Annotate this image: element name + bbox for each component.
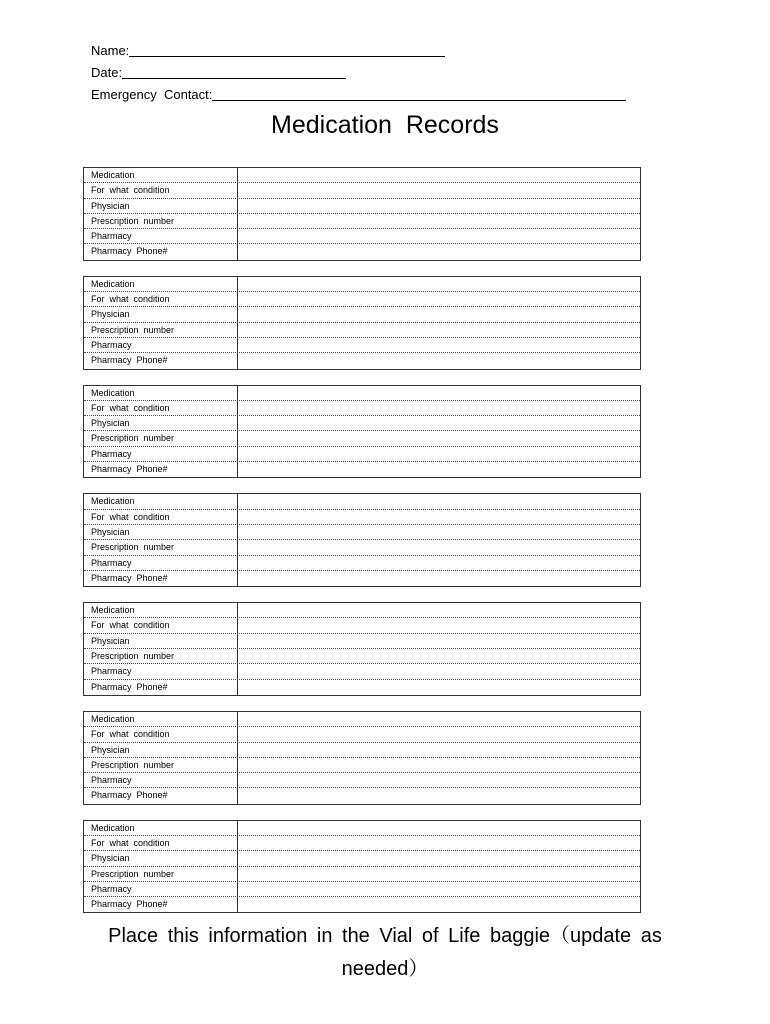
record-row-label: Pharmacy [84,882,238,896]
record-row [84,214,640,229]
record-row-value-cell[interactable] [238,525,640,539]
name-input-line[interactable] [129,41,445,57]
record-row-label: Pharmacy Phone# [84,244,238,259]
record-row [84,680,640,695]
record-row [84,510,640,525]
record-row-value-cell[interactable] [238,773,640,787]
record-row [84,199,640,214]
record-row [84,897,640,912]
record-row [84,788,640,803]
record-row-value-cell[interactable] [238,214,640,228]
record-row-value-cell[interactable] [238,338,640,352]
record-row [84,338,640,353]
record-row-value-cell[interactable] [238,244,640,259]
record-row [84,867,640,882]
record-row [84,851,640,866]
header-fields [91,38,626,104]
record-row [84,758,640,773]
record-row-value-cell[interactable] [238,851,640,865]
record-row [84,556,640,571]
record-row-label: Physician [84,416,238,430]
record-row [84,401,640,416]
record-row-label: Pharmacy [84,556,238,570]
record-row-value-cell[interactable] [238,540,640,554]
record-row-value-cell[interactable] [238,664,640,678]
record-row [84,836,640,851]
record-row [84,386,640,401]
record-row-value-cell[interactable] [238,199,640,213]
record-row-label: For what condition [84,727,238,741]
record-row [84,540,640,555]
record-row [84,447,640,462]
emergency-contact-field-row [91,82,626,104]
record-row [84,773,640,788]
record-row-value-cell[interactable] [238,649,640,663]
emergency-contact-input-line[interactable] [212,85,626,101]
record-row-value-cell[interactable] [238,386,640,400]
record-row [84,571,640,586]
medication-records [83,167,641,928]
record-row-value-cell[interactable] [238,353,640,368]
footer-note: Place this information in the Vial of Life baggie（update as needed） [108,925,662,980]
record-row [84,431,640,446]
record-row [84,743,640,758]
date-label: Date: [91,65,123,80]
record-row-label: Physician [84,743,238,757]
record-row-value-cell[interactable] [238,603,640,617]
record-row-value-cell[interactable] [238,510,640,524]
record-row-value-cell[interactable] [238,758,640,772]
record-row-label: Pharmacy Phone# [84,897,238,912]
record-row-label: Pharmacy [84,229,238,243]
record-row-label: Prescription number [84,540,238,554]
record-row-label: Pharmacy Phone# [84,680,238,695]
record-row [84,292,640,307]
record-row [84,525,640,540]
medication-record-table [83,385,641,479]
record-row-label: Physician [84,199,238,213]
record-row-value-cell[interactable] [238,462,640,477]
record-row [84,168,640,183]
record-row-value-cell[interactable] [238,867,640,881]
record-row-value-cell[interactable] [238,634,640,648]
record-row-label: Pharmacy [84,447,238,461]
record-row-label: Medication [84,603,238,617]
record-row-value-cell[interactable] [238,788,640,803]
record-row-value-cell[interactable] [238,727,640,741]
record-row-value-cell[interactable] [238,447,640,461]
record-row-value-cell[interactable] [238,897,640,912]
medication-record-table [83,602,641,696]
name-label: Name: [91,43,130,58]
record-row-value-cell[interactable] [238,494,640,508]
record-row-label: Medication [84,386,238,400]
record-row-label: Medication [84,821,238,835]
record-row-value-cell[interactable] [238,836,640,850]
record-row-label: For what condition [84,618,238,632]
record-row-label: For what condition [84,510,238,524]
name-field-row [91,38,626,60]
record-row-label: Prescription number [84,867,238,881]
record-row-value-cell[interactable] [238,680,640,695]
record-row [84,323,640,338]
record-row-value-cell[interactable] [238,712,640,726]
record-row [84,416,640,431]
record-row-value-cell[interactable] [238,556,640,570]
record-row-label: Physician [84,525,238,539]
record-row [84,882,640,897]
record-row [84,634,640,649]
record-row-value-cell[interactable] [238,292,640,306]
page-title: Medication Records [271,111,499,139]
record-row-value-cell[interactable] [238,229,640,243]
date-input-line[interactable] [122,63,346,79]
record-row-label: Physician [84,634,238,648]
record-row [84,462,640,477]
record-row-value-cell[interactable] [238,571,640,586]
record-row-value-cell[interactable] [238,168,640,182]
record-row-label: Medication [84,277,238,291]
record-row [84,603,640,618]
record-row [84,649,640,664]
record-row-label: Prescription number [84,758,238,772]
record-row-value-cell[interactable] [238,401,640,415]
record-row [84,229,640,244]
record-row-label: Prescription number [84,431,238,445]
medication-record-table [83,276,641,370]
record-row-label: For what condition [84,401,238,415]
record-row [84,664,640,679]
record-row-label: Pharmacy [84,773,238,787]
record-row [84,727,640,742]
medication-record-table [83,167,641,261]
record-row-label: Pharmacy Phone# [84,353,238,368]
record-row-label: Physician [84,307,238,321]
record-row-value-cell[interactable] [238,882,640,896]
record-row [84,307,640,322]
record-row-label: Physician [84,851,238,865]
record-row-label: Pharmacy [84,664,238,678]
record-row-value-cell[interactable] [238,416,640,430]
record-row [84,277,640,292]
record-row-label: Pharmacy Phone# [84,788,238,803]
record-row-label: Medication [84,168,238,182]
record-row-label: Medication [84,494,238,508]
record-row [84,183,640,198]
emergency-contact-label: Emergency Contact: [91,87,213,102]
medication-record-table [83,820,641,914]
record-row-label: Prescription number [84,649,238,663]
record-row-value-cell[interactable] [238,307,640,321]
date-field-row [91,60,626,82]
record-row-label: Prescription number [84,323,238,337]
record-row-value-cell[interactable] [238,618,640,632]
record-row-label: Medication [84,712,238,726]
record-row [84,353,640,368]
record-row-value-cell[interactable] [238,323,640,337]
medication-record-table [83,711,641,805]
record-row-value-cell[interactable] [238,277,640,291]
record-row [84,618,640,633]
medication-record-table [83,493,641,587]
record-row-label: For what condition [84,836,238,850]
record-row-label: For what condition [84,292,238,306]
record-row-value-cell[interactable] [238,821,640,835]
record-row-label: Pharmacy Phone# [84,571,238,586]
record-row-label: Pharmacy [84,338,238,352]
record-row-value-cell[interactable] [238,743,640,757]
record-row-label: Pharmacy Phone# [84,462,238,477]
record-row [84,821,640,836]
record-row [84,244,640,259]
record-row-value-cell[interactable] [238,431,640,445]
record-row [84,494,640,509]
record-row-label: Prescription number [84,214,238,228]
record-row-label: For what condition [84,183,238,197]
record-row-value-cell[interactable] [238,183,640,197]
record-row [84,712,640,727]
